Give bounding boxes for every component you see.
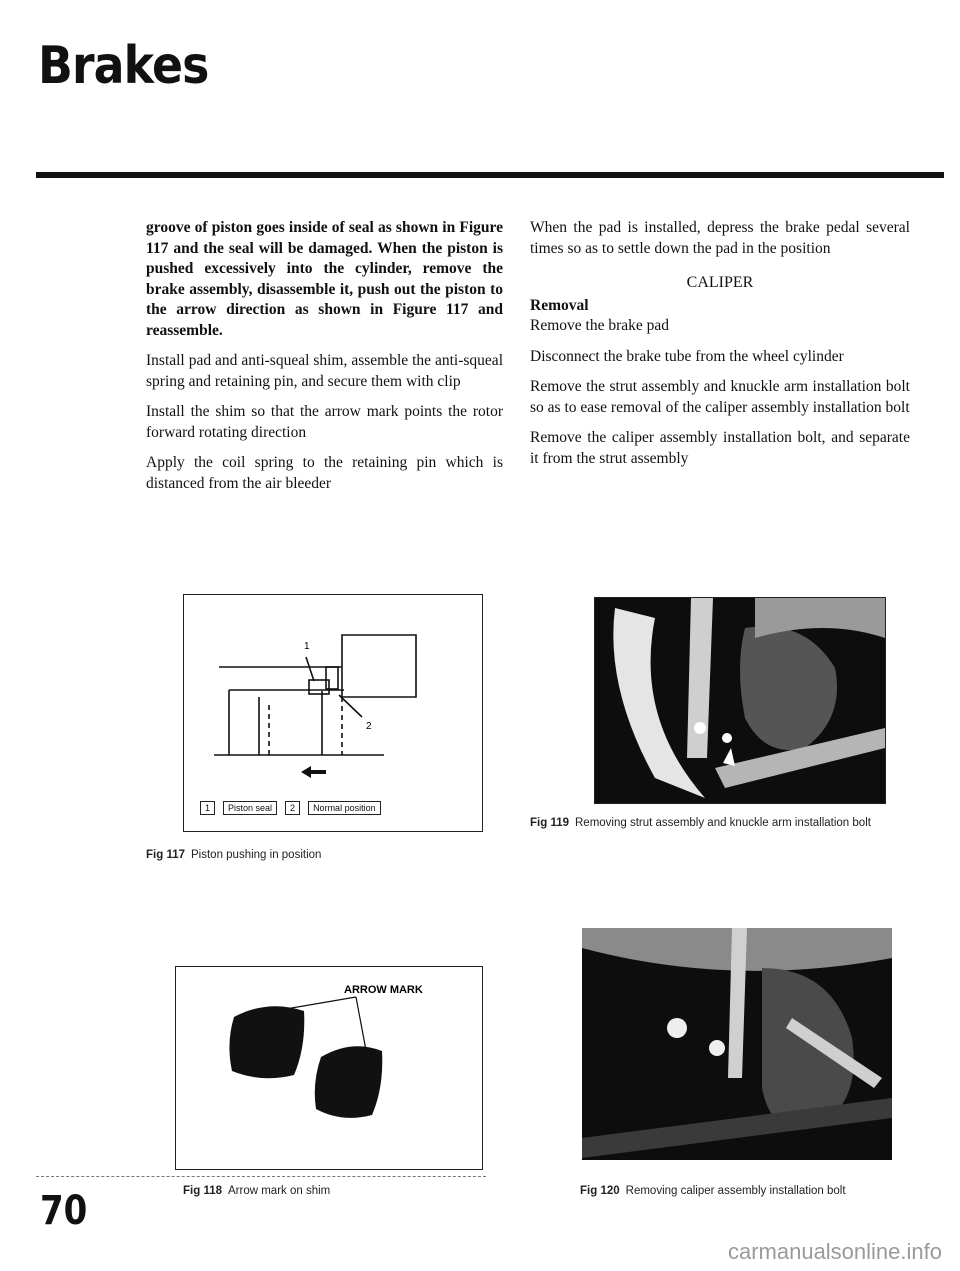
left-column	[146, 218, 503, 504]
strut-photo	[595, 598, 885, 803]
page-number: 70	[40, 1188, 88, 1234]
figure-120-caption	[580, 1184, 920, 1198]
piston-diagram	[184, 595, 482, 795]
caption-text: Removing strut assembly and knuckle arm installation bolt	[575, 817, 871, 829]
caption-text: Removing caliper assembly installation bolt	[625, 1185, 846, 1197]
right-column	[530, 218, 910, 479]
paragraph: Remove the caliper assembly installation bolt, and separate it from the strut assembly	[530, 429, 910, 467]
figure-118	[175, 966, 483, 1170]
paragraph: Remove the brake pad	[530, 317, 670, 334]
figure-119-photo	[594, 597, 886, 804]
subheading: Removal	[530, 296, 589, 314]
paragraph: Remove the strut assembly and knuckle arm installation bolt so as to ease removal of the caliper assembly installation bolt	[530, 378, 910, 416]
paragraph: groove of piston goes inside of seal as shown in Figure 117 and the seal will be damaged. When the piston is pushed excessively into the cylinder, remove the brake assembly, disassemble it, push out the piston to the arrow direction as shown in Figure 117 and reassemble.	[146, 219, 503, 339]
arrow-mark-label: ARROW MARK	[344, 984, 423, 996]
paragraph: When the pad is installed, depress the brake pedal several times so as to settle down the pad in the position	[530, 219, 910, 257]
figure-label: Fig 117	[146, 849, 185, 861]
legend-number: 2	[285, 801, 300, 815]
legend-number: 1	[200, 801, 215, 815]
figure-118-caption	[183, 1184, 483, 1198]
section-heading: CALIPER	[686, 274, 754, 291]
caption-text: Piston pushing in position	[191, 849, 322, 861]
figure-117	[183, 594, 483, 832]
figure-legend	[200, 801, 381, 815]
figure-label: Fig 118	[183, 1185, 222, 1197]
figure-117-caption	[146, 848, 486, 862]
caliper-photo	[582, 928, 892, 1176]
arrow-left-icon	[301, 766, 326, 778]
page-title: Brakes	[38, 36, 209, 96]
divider	[36, 1176, 486, 1177]
figure-119-caption	[530, 816, 900, 830]
paragraph: Disconnect the brake tube from the wheel cylinder	[530, 347, 844, 365]
paragraph: Install pad and anti-squeal shim, assemble the anti-squeal spring and retaining pin, and secure them with clip	[146, 352, 503, 390]
figure-label: Fig 120	[580, 1185, 620, 1197]
caption-text: Arrow mark on shim	[228, 1185, 331, 1197]
paragraph: Install the shim so that the arrow mark points the rotor forward rotating direction	[146, 403, 503, 441]
legend-label: Piston seal	[223, 801, 277, 815]
figure-120-photo	[582, 928, 892, 1176]
shim-illustration	[176, 967, 482, 1169]
header-rule	[36, 172, 944, 178]
paragraph: Apply the coil spring to the retaining pin which is distanced from the air bleeder	[146, 454, 503, 492]
legend-label: Normal position	[308, 801, 381, 815]
figure-label: Fig 119	[530, 817, 569, 829]
callout-1: 1	[304, 641, 310, 652]
callout-2: 2	[366, 721, 372, 732]
watermark: carmanualsonline.info	[727, 1239, 942, 1264]
